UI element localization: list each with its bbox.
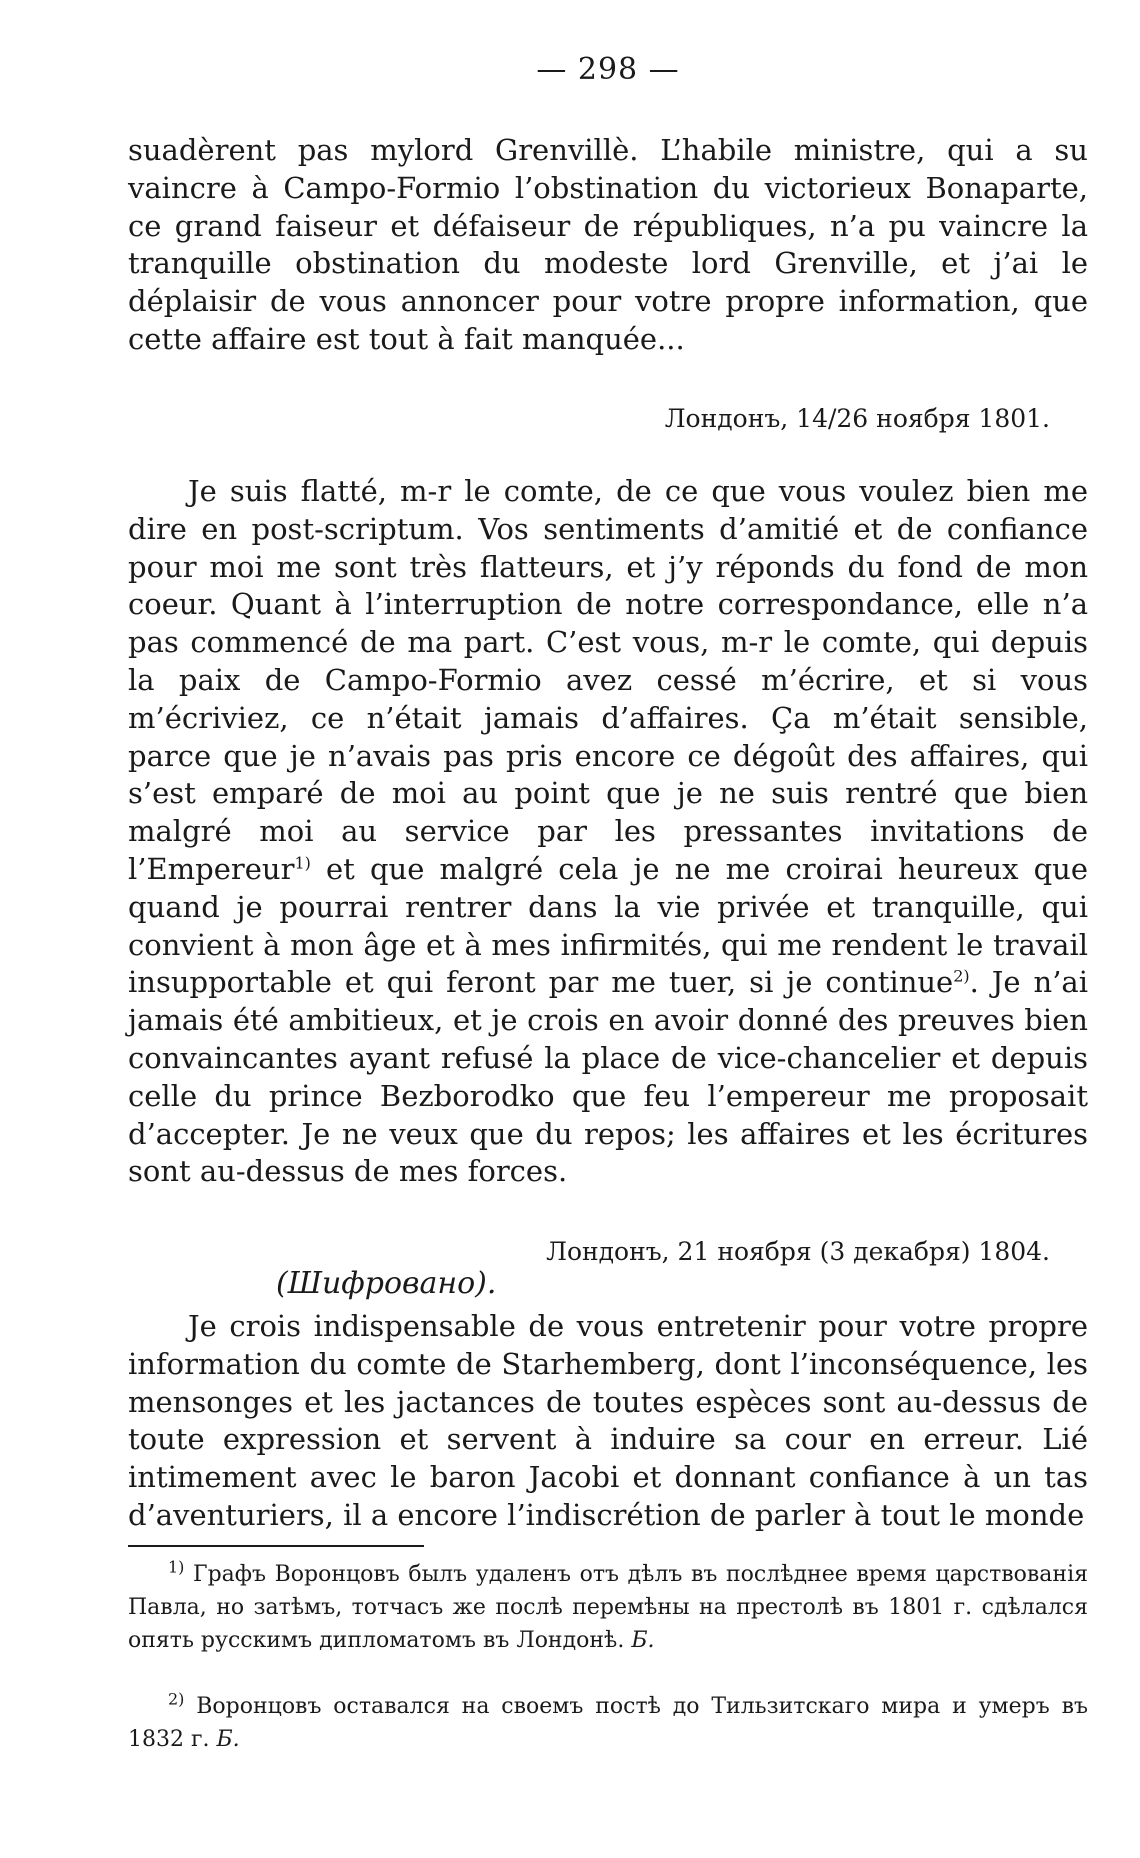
footnote-2 (128, 1690, 1088, 1756)
footnote-text: Графъ Воронцовъ былъ удаленъ отъ дѣлъ въ послѣднее время царствованія Павла, но затѣмъ, тотчасъ же послѣ перемѣны на престолѣ въ 1801 г. сдѣлался опять русскимъ дипломатомъ въ Лондонѣ. (128, 1562, 1088, 1653)
dateline-london-1801: Лондонъ, 14/26 ноября 1801. (664, 404, 1050, 433)
footnote-marker-2: 2) (168, 1689, 185, 1709)
footnote-ref-1: 1) (294, 853, 311, 873)
footnote-text: Воронцовъ оставался на своемъ постѣ до Тильзитскаго мира и умеръ въ 1832 г. (128, 1694, 1088, 1752)
paragraph-starhemberg: Je crois indispensable de vous entretenir pour votre propre information du comte de Starhemberg, dont l’inconséquence, les mensonges et les jactances de toutes espèces sont au-dessus de toute expression et servent à induire sa cour en erreur. Lié intimement avec le baron Jacobi et donnant confiance à un tas d’aventuriers, il a encore l’indiscrétion de parler à tout le monde (128, 1309, 1088, 1532)
paragraph-text: et que malgré cela je ne me croirai heureux que quand je pourrai rentrer dans la vie privée et tranquille, qui convient à mon âge et à mes infirmités, qui me rendent le travail insupportable et qui feront par me tuer, si je continue (128, 851, 1088, 1000)
footnote-signature: Б. (216, 1727, 240, 1752)
paragraph-continuation: suadèrent pas mylord Grenvillè. L’habile ministre, qui a su vaincre à Campo-Formio l’obstination du victorieux Bonaparte, ce grand faiseur et défaiseur de républiques, n’a pu vaincre la tranquille obstination du modeste lord Grenville, et j’ai le déplaisir de vous annoncer pour votre propre information, que cette affaire est tout à fait manquée... (128, 133, 1088, 356)
page-number: — 298 — (536, 52, 680, 87)
footnote-divider (128, 1545, 424, 1547)
footnote-ref-2: 2) (953, 966, 970, 986)
cipher-note: (Шифровано). (276, 1266, 497, 1301)
footnote-signature: Б. (631, 1628, 655, 1653)
paragraph-text: . Je n’ai jamais été ambitieux, et je crois en avoir donné des preuves bien convaincantes ayant refusé la place de vice-chancelier et depuis celle du prince Bezborodko que feu l’empereur me proposait d’accepter. Je ne veux que du repos; les affaires et les écritures sont au-dessus de mes forces. (128, 965, 1089, 1189)
paragraph-reply (128, 473, 1088, 1191)
paragraph-text: Je suis flatté, m-r le comte, de ce que vous voulez bien me dire en post-scriptum. Vos sentiments d’amitié et de confiance pour moi me sont très flatteurs, et j’y réponds du fond de mon coeur. Quant à l’interruption de notre correspondance, elle n’a pas commencé de ma part. C’est vous, m-r le comte, qui depuis la paix de Campo-Formio avez cessé m’écrire, et si vous m’écriviez, ce n’était jamais d’affaires. Ça m’était sensible, parce que je n’avais pas pris encore ce dégoût des affaires, qui s’est emparé de moi au point que je ne suis rentré que bien malgré moi au service par les pressantes invitations de l’Empereur (128, 474, 1088, 886)
dateline-london-1804: Лондонъ, 21 ноября (3 декабря) 1804. (546, 1237, 1050, 1266)
footnote-marker-1: 1) (168, 1557, 185, 1577)
footnote-1 (128, 1558, 1088, 1657)
